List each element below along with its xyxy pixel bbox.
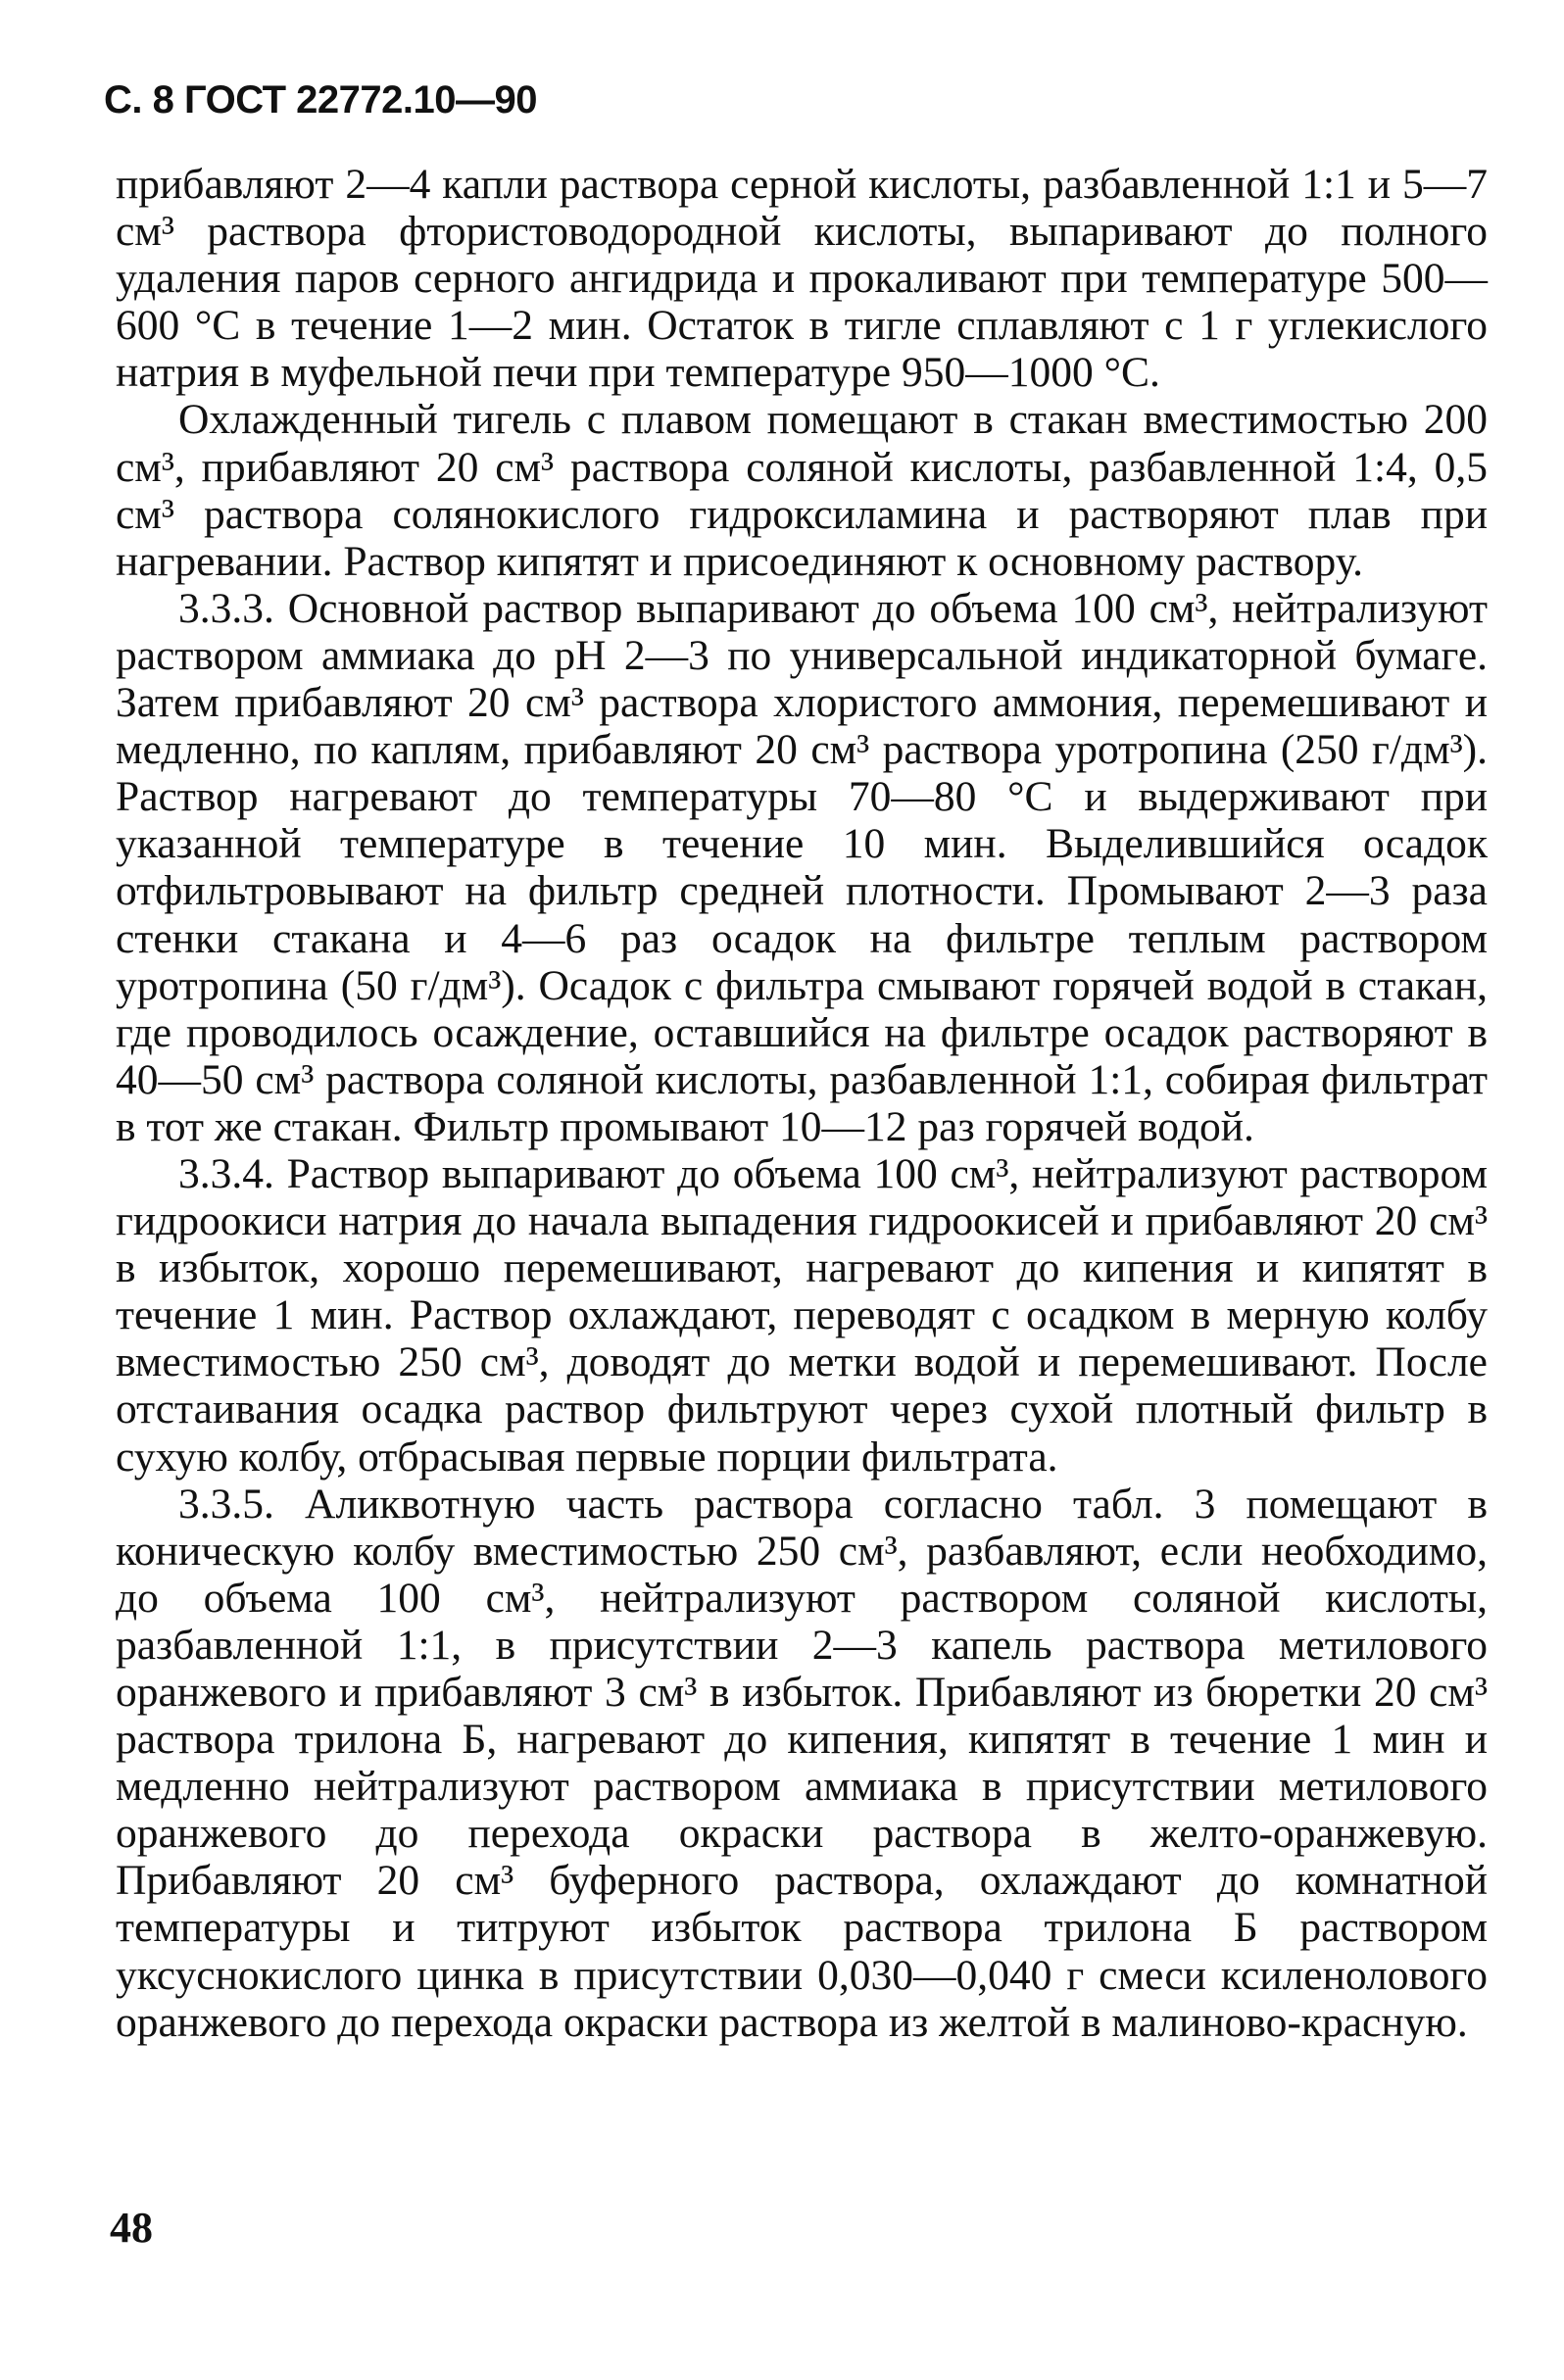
document-body bbox=[116, 161, 1488, 2046]
paragraph-3-3-4: 3.3.4. Раствор выпаривают до объема 100 см³, нейтрализуют раствором гидроокиси натрия до начала выпадения гидроокисей и прибавляют 20 см³ в избыток, хорошо перемешивают, нагревают до кипения и кипятят в течение 1 мин. Раствор охлаждают, переводят с осадком в мерную колбу вместимостью 250 см³, доводят до метки водой и перемешивают. После отстаивания осадка раствор фильтруют через сухой плотный фильтр в сухую колбу, отбрасывая первые порции фильтрата. bbox=[116, 1149, 1488, 1481]
paragraph-continued: прибавляют 2—4 капли раствора серной кислоты, разбавленной 1:1 и 5—7 см³ раствора фтористоводородной кислоты, выпаривают до полного удаления паров серного ангидрида и прокаливают при температуре 500—600 °С в течение 1—2 мин. Остаток в тигле сплавляют с 1 г углекислого натрия в муфельной печи при температуре 950—1000 °С. bbox=[116, 161, 1488, 397]
page-number: 48 bbox=[110, 2204, 153, 2252]
paragraph-3-3-5: 3.3.5. Аликвотную часть раствора согласно табл. 3 помещают в коническую колбу вместимостью 250 см³, разбавляют, если необходимо, до объема 100 см³, нейтрализуют раствором соляной кислоты, разбавленной 1:1, в присутствии 2—3 капель раствора метилового оранжевого и прибавляют 3 см³ в избыток. Прибавляют из бюретки 20 см³ раствора трилона Б, нагревают до кипения, кипятят в течение 1 мин и медленно нейтрализуют раствором аммиака в присутствии метилового оранжевого до перехода окраски раствора в желто-оранжевую. Прибавляют 20 см³ буферного раствора, охлаждают до комнатной температуры и титруют избыток раствора трилона Б раствором уксуснокислого цинка в присутствии 0,030—0,040 г смеси ксиленолового оранжевого до перехода окраски раствора из желтой в малиново-красную. bbox=[116, 1480, 1488, 2046]
page-header: С. 8 ГОСТ 22772.10—90 bbox=[104, 78, 537, 121]
paragraph-fusion: Охлажденный тигель с плавом помещают в стакан вместимостью 200 см³, прибавляют 20 см³ раствора соляной кислоты, разбавленной 1:4, 0,5 см³ раствора солянокислого гидроксиламина и растворяют плав при нагревании. Раствор кипятят и присоединяют к основному раствору. bbox=[116, 396, 1488, 585]
paragraph-3-3-3: 3.3.3. Основной раствор выпаривают до объема 100 см³, нейтрализуют раствором аммиака до pH 2—3 по универсальной индикаторной бумаге. Затем прибавляют 20 см³ раствора хлористого аммония, перемешивают и медленно, по каплям, прибавляют 20 см³ раствора уротропина (250 г/дм³). Раствор нагревают до температуры 70—80 °С и выдерживают при указанной температуре в течение 10 мин. Выделившийся осадок отфильтровывают на фильтр средней плотности. Промывают 2—3 раза стенки стакана и 4—6 раз осадок на фильтре теплым раствором уротропина (50 г/дм³). Осадок с фильтра смывают горячей водой в стакан, где проводилось осаждение, оставшийся на фильтре осадок растворяют в 40—50 см³ раствора соляной кислоты, разбавленной 1:1, собирая фильтрат в тот же стакан. Фильтр промывают 10—12 раз горячей водой. bbox=[116, 584, 1488, 1150]
